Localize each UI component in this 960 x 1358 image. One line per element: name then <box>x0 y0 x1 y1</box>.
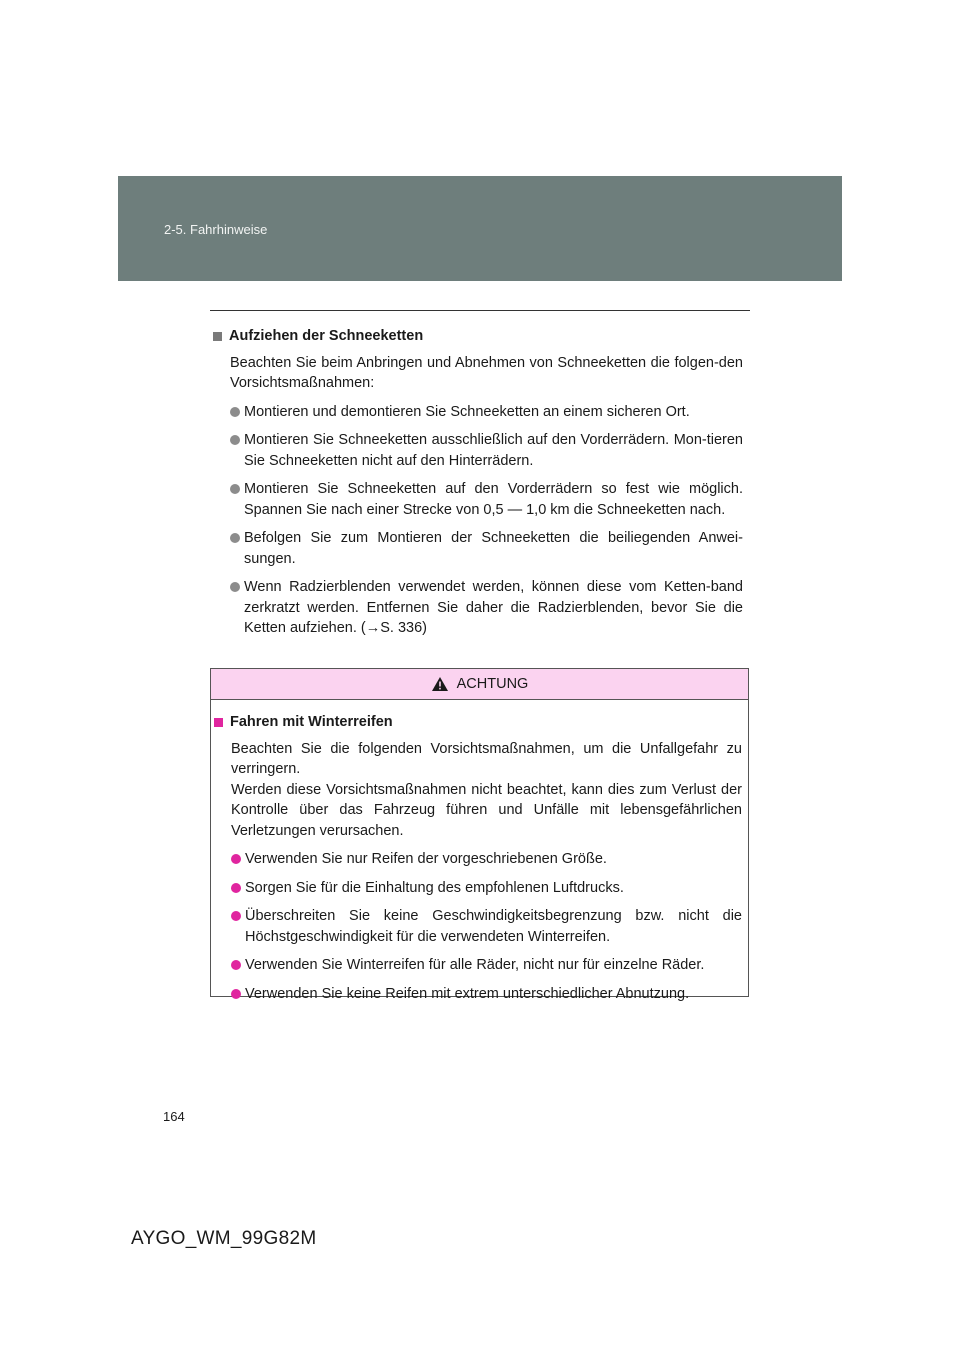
section-label: 2-5. Fahrhinweise <box>164 222 268 237</box>
bullet-dot-icon <box>231 989 241 999</box>
bullet-dot-icon <box>230 407 240 417</box>
list-item: Überschreiten Sie keine Geschwindigkeitsbegrenzung bzw. nicht die Höchstgeschwindigkeit für die verwendeten Winterreifen. <box>231 906 742 947</box>
square-bullet-icon <box>213 332 222 341</box>
bullet-dot-icon <box>230 435 240 445</box>
square-bullet-icon <box>214 718 223 727</box>
warning-heading <box>214 712 742 733</box>
main-content <box>213 326 743 647</box>
page-reference: Wenn Radzierblenden verwendet werden, können diese vom Ketten-band zerkratzt werden. Entfernen Sie daher die Radzierblenden, bevor Sie die Ketten aufziehen. (→S. 336) <box>244 579 743 636</box>
bullet-dot-icon <box>230 484 240 494</box>
list-item: Verwenden Sie nur Reifen der vorgeschriebenen Größe. <box>231 849 742 870</box>
header-band <box>118 176 842 281</box>
warning-header <box>211 669 748 700</box>
intro-paragraph: Beachten Sie beim Anbringen und Abnehmen von Schneeketten die folgen-den Vorsichtsmaßnahmen: <box>230 354 743 391</box>
document-code: AYGO_WM_99G82M <box>131 1228 317 1249</box>
list-item: Montieren und demontieren Sie Schneeketten an einem sicheren Ort. <box>230 402 743 423</box>
section-heading <box>213 326 743 347</box>
bullet-dot-icon <box>230 582 240 592</box>
list-item: Montieren Sie Schneeketten ausschließlich auf den Vorderrädern. Mon-tieren Sie Schneeketten nicht auf den Hinterrädern. <box>230 430 743 471</box>
warning-paragraph: Werden diese Vorsichtsmaßnahmen nicht beachtet, kann dies zum Verlust der Kontrolle über das Fahrzeug führen und Unfälle mit lebensgefährlichen Verletzungen verursachen. <box>231 781 742 839</box>
bullet-dot-icon <box>230 533 240 543</box>
list-item: Montieren Sie Schneeketten auf den Vorderrädern so fest wie möglich. Spannen Sie nach einer Strecke von 0,5 — 1,0 km die Schneeketten nach. <box>230 479 743 520</box>
list-item <box>230 577 743 639</box>
warning-triangle-icon <box>431 676 449 692</box>
warning-paragraph: Beachten Sie die folgenden Vorsichtsmaßnahmen, um die Unfallgefahr zu verringern. <box>231 740 742 777</box>
bullet-dot-icon <box>231 883 241 893</box>
bullet-dot-icon <box>231 854 241 864</box>
list-item: Verwenden Sie Winterreifen für alle Räder, nicht nur für einzelne Räder. <box>231 955 742 976</box>
bullet-dot-icon <box>231 960 241 970</box>
warning-heading-text: Fahren mit Winterreifen <box>230 714 393 730</box>
list-item: Verwenden Sie keine Reifen mit extrem unterschiedlicher Abnutzung. <box>231 984 742 1005</box>
warning-list <box>214 849 742 1004</box>
warning-box <box>210 668 749 1002</box>
list-item: Befolgen Sie zum Montieren der Schneeketten die beiliegenden Anwei-sungen. <box>230 528 743 569</box>
section-heading-text: Aufziehen der Schneeketten <box>229 328 424 344</box>
warning-title: ACHTUNG <box>456 676 529 692</box>
bullet-dot-icon <box>231 911 241 921</box>
page-number: 164 <box>163 1109 185 1124</box>
warning-body <box>211 700 748 1004</box>
precaution-list <box>213 402 743 639</box>
list-item: Sorgen Sie für die Einhaltung des empfohlenen Luftdrucks. <box>231 878 742 899</box>
section-divider <box>210 310 750 311</box>
